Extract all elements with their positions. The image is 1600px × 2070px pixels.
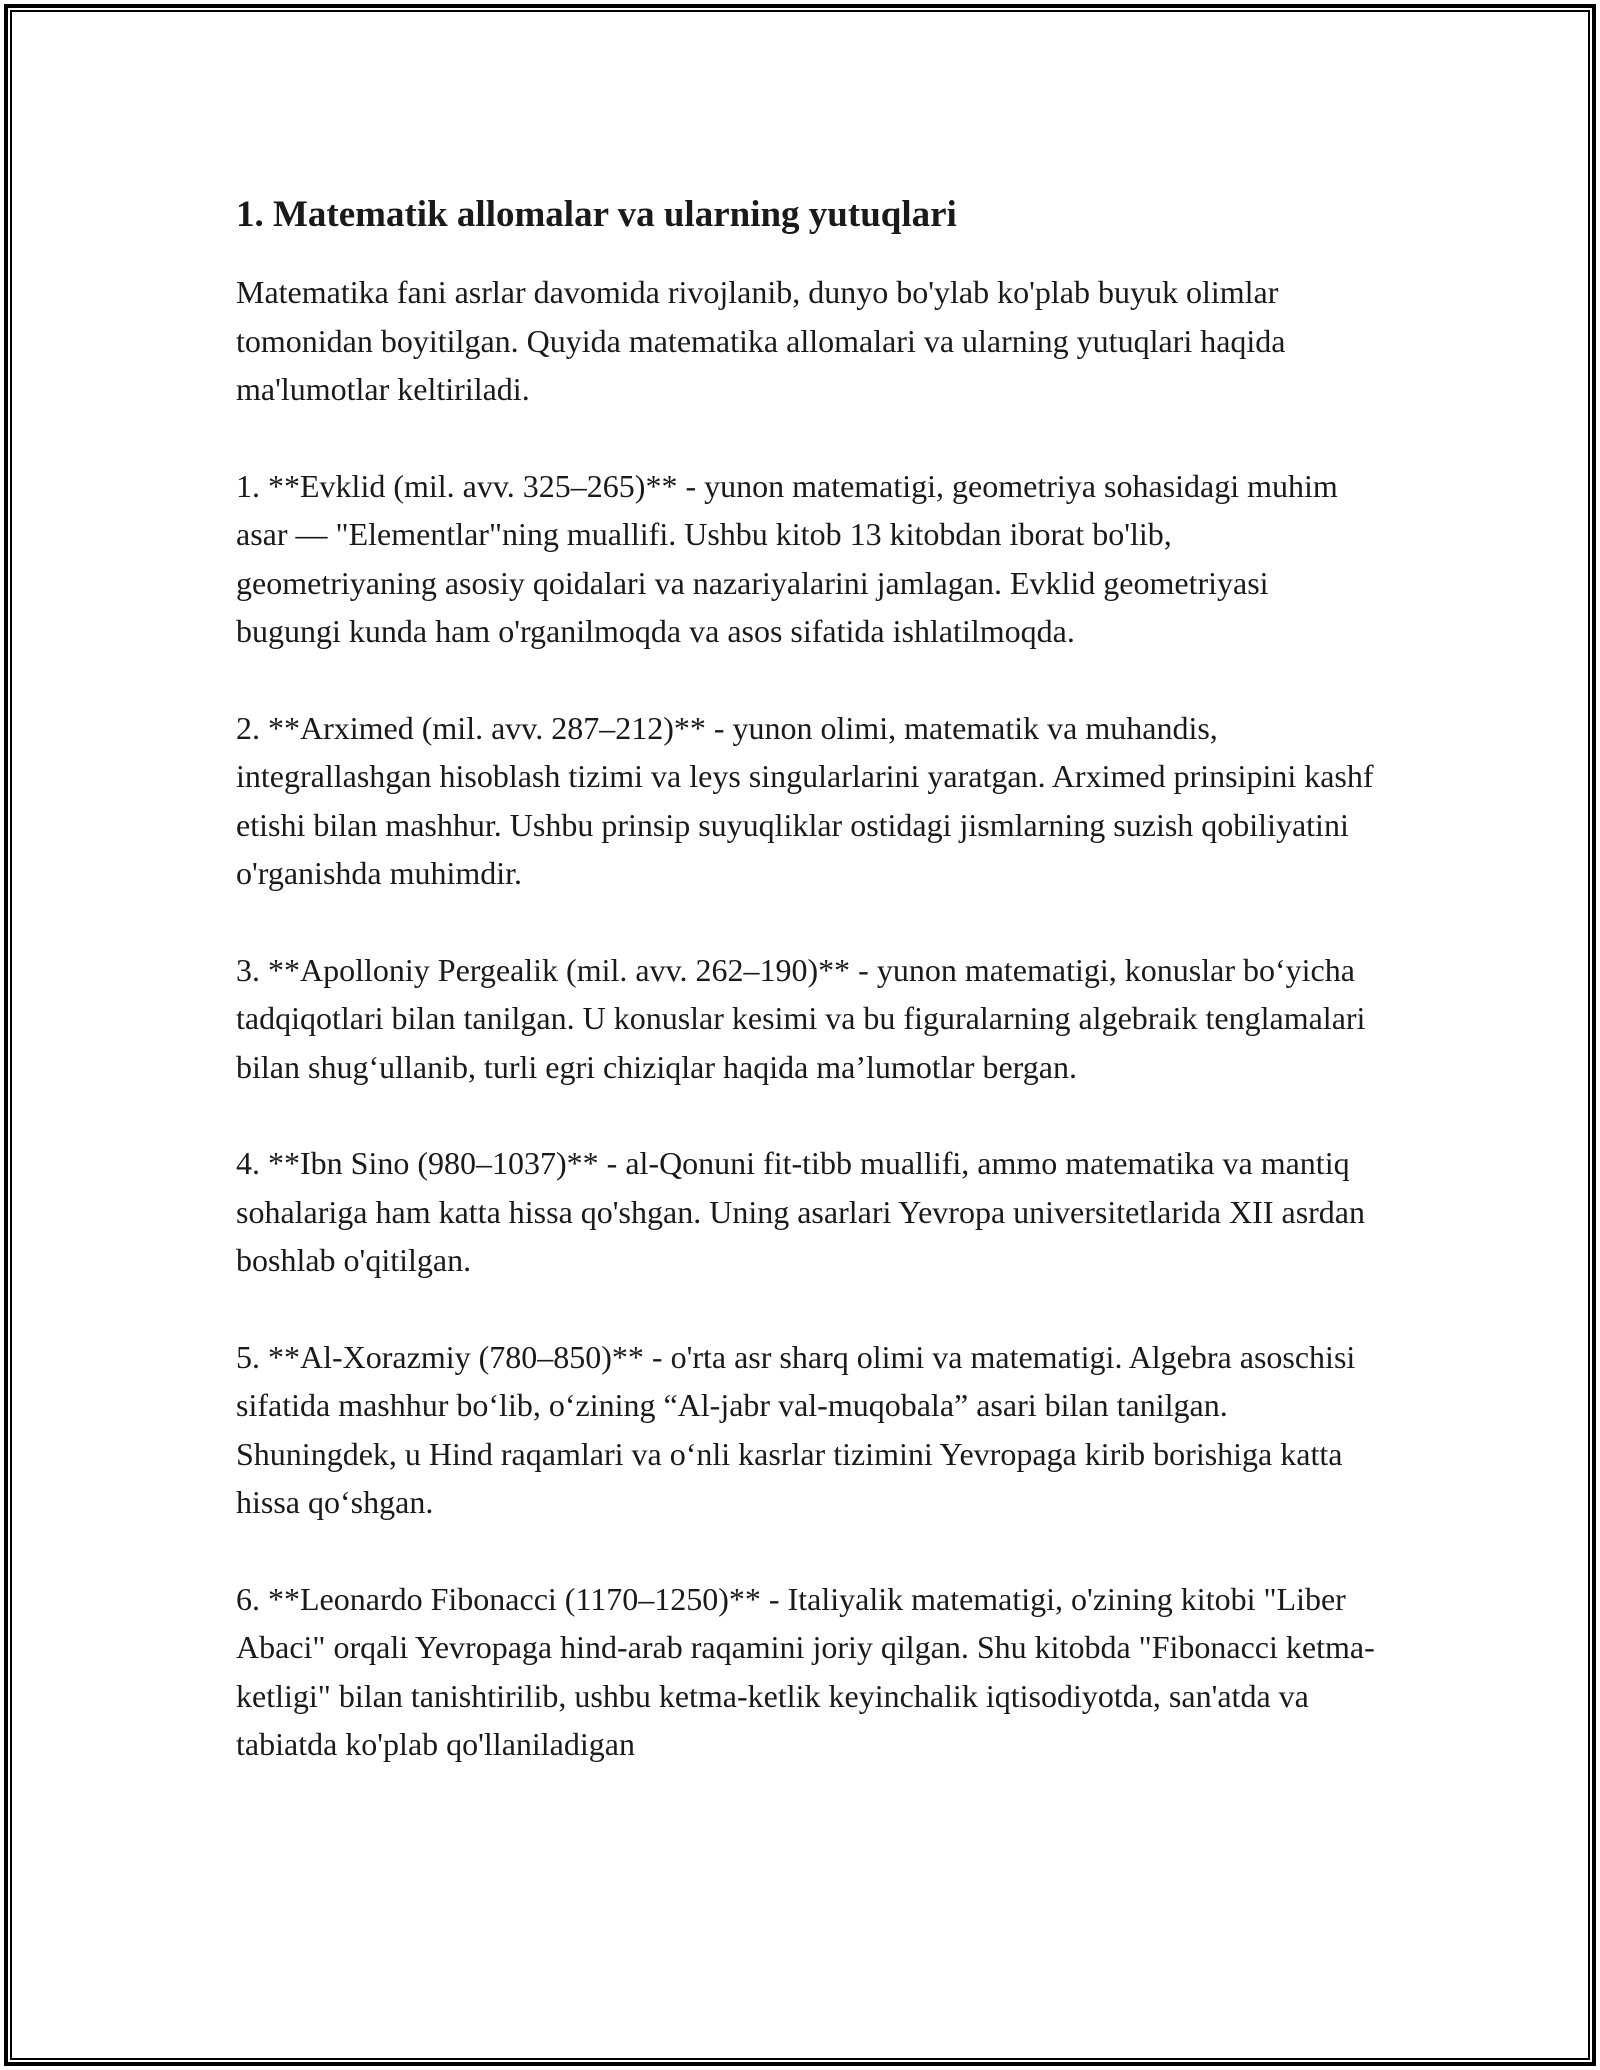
intro-paragraph: Matematika fani asrlar davomida rivojlanib, dunyo bo'ylab ko'plab buyuk olimlar tomonidan boyitilgan. Quyida matematika allomalari va ularning yutuqlari haqida ma'lumotlar keltiriladi. bbox=[236, 274, 1286, 407]
item-al-khwarizmi: 5. **Al-Xorazmiy (780–850)** - o'rta asr sharq olimi va matematigi. Algebra asoschisi sifatida mashhur bo‘lib, o‘zining “Al-jabr val-muqobala” asari bilan tanilgan. Shuningdek, u Hind raqamlari va o‘nli kasrlar tizimini Yevropaga kirib borishiga katta hissa qo‘shgan. bbox=[236, 1338, 1356, 1520]
item-archimedes: 2. **Arximed (mil. avv. 287–212)** - yunon olimi, matematik va muhandis, integrallashgan hisoblash tizimi va leys singularlarini yaratgan. Arximed prinsipini kashf etishi bilan mashhur. Ushbu prinsip suyuqliklar ostidagi jismlarning suzish qobiliyatini o'rganishda muhimdir. bbox=[236, 709, 1374, 891]
item-fibonacci: 6. **Leonardo Fibonacci (1170–1250)** - Italiyalik matematigi, o'zining kitobi "Liber Abaci" orqali Yevropaga hind-arab raqamini joriy qilgan. Shu kitobda "Fibonacci ketma-ketligi" bilan tanishtirilib, ushbu ketma-ketlik keyinchalik iqtisodiyotda, san'atda va tabiatda ko'plab qo'llaniladigan bbox=[236, 1580, 1375, 1762]
section-heading: 1. Matematik allomalar va ularning yutuqlari bbox=[236, 194, 957, 235]
item-ibn-sino: 4. **Ibn Sino (980–1037)** - al-Qonuni fit-tibb muallifi, ammo matematika va mantiq sohalariga ham katta hissa qo'shgan. Uning asarlari Yevropa universitetlarida XII asrdan boshlab o'qitilgan. bbox=[236, 1145, 1365, 1278]
item-euclid: 1. **Evklid (mil. avv. 325–265)** - yunon matematigi, geometriya sohasidagi muhim asar — "Elementlar"ning muallifi. Ushbu kitob 13 kitobdan iborat bo'lib, geometriyaning asosiy qoidalari va nazariyalarini jamlagan. Evklid geometriyasi bugungi kunda ham o'rganilmoqda va asos sifatida ishlatilmoqda. bbox=[236, 467, 1338, 649]
document-body bbox=[236, 184, 1376, 1817]
item-apollonius: 3. **Apolloniy Pergealik (mil. avv. 262–190)** - yunon matematigi, konuslar bo‘yicha tadqiqotlari bilan tanilgan. U konuslar kesimi va bu figuralarning algebraik tenglamalari bilan shug‘ullanib, turli egri chiziqlar haqida ma’lumotlar bergan. bbox=[236, 951, 1366, 1085]
